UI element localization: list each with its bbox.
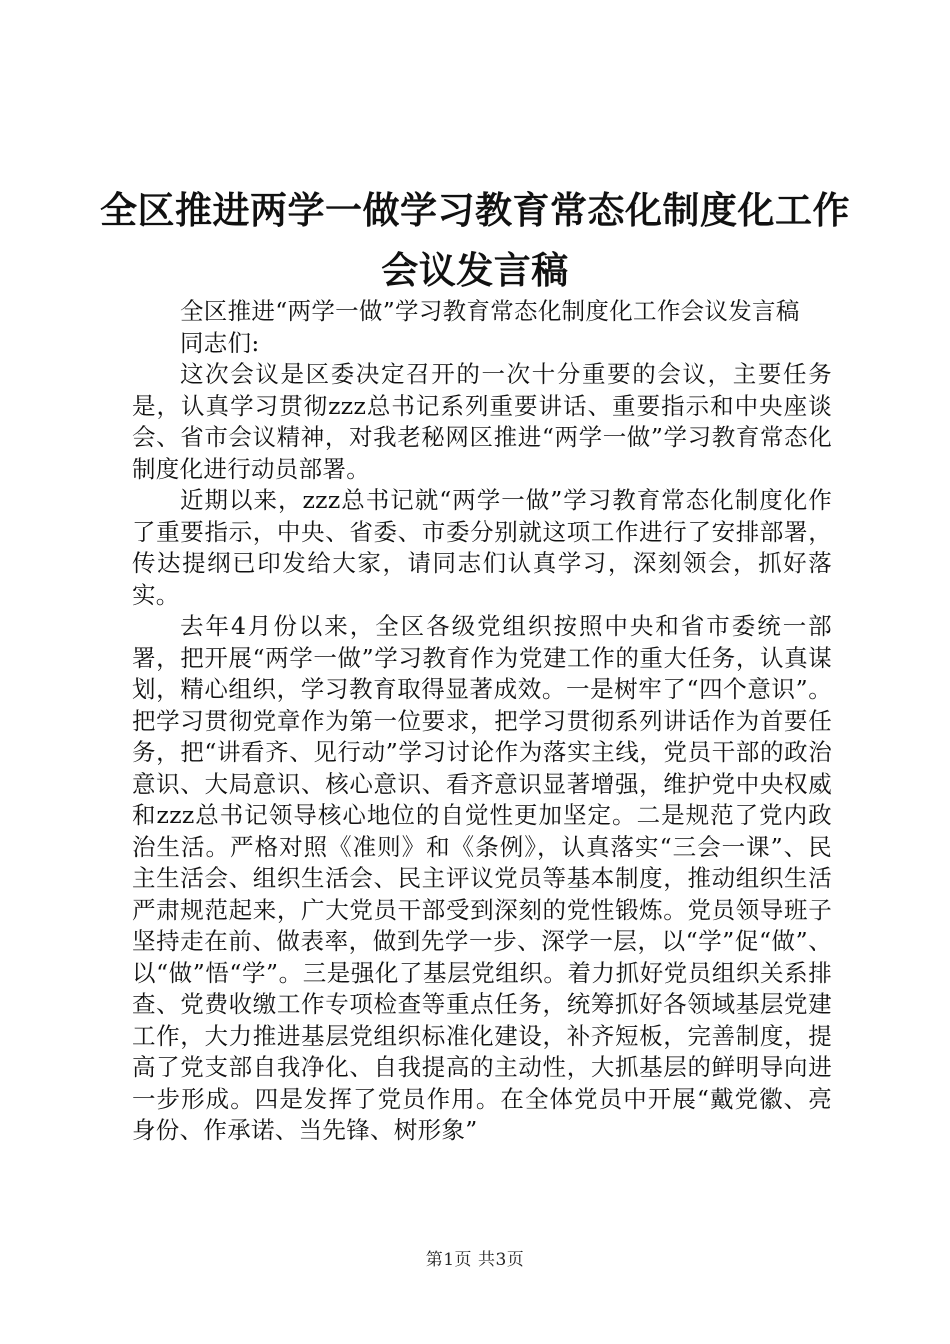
- document-title-line-1: 全区推进两学一做学习教育常态化制度化工作: [100, 189, 850, 232]
- paragraph-achievements: 去年4月份以来，全区各级党组织按照中央和省市委统一部署，把开展“两学一做”学习教育作为党建工作的重大任务，认真谋划，精心组织，学习教育取得显著成效。一是树牢了“四个意识”。把学习贯彻党章作为第一位要求，把学习贯彻系列讲话作为首要任务，把“讲看齐、见行动”学习讨论作为落实主线，党员干部的政治意识、大局意识、核心意识、看齐意识显著增强，维护党中央权威和zzz总书记领导核心地位的自觉性更加坚定。二是规范了党内政治生活。严格对照《准则》和《条例》，认真落实“三会一课”、民主生活会、组织生活会、民主评议党员等基本制度，推动组织生活严肃规范起来，广大党员干部受到深刻的党性锻炼。党员领导班子坚持走在前、做表率，做到先学一步、深学一层，以“学”促“做”、以“做”悟“学”。三是强化了基层党组织。着力抓好党员组织关系排查、党费收缴工作专项检查等重点任务，统筹抓好各领域基层党建工作，大力推进基层党组织标准化建设，补齐短板，完善制度，提高了党支部自我净化、自我提高的主动性，大抓基层的鲜明导向进一步形成。四是发挥了党员作用。在全体党员中开展“戴党徽、亮身份、作承诺、当先锋、树形象”: [132, 612, 832, 1144]
- page-number-footer: 第1页 共3页: [425, 1250, 525, 1270]
- paragraph-subtitle: 全区推进“两学一做”学习教育常态化制度化工作会议发言稿: [180, 297, 800, 325]
- document-body: [132, 296, 832, 1147]
- paragraph-recent-instructions: 近期以来，zzz总书记就“两学一做”学习教育常态化制度化作了重要指示，中央、省委、市委分别就这项工作进行了安排部署，传达提纲已印发给大家，请同志们认真学习，深刻领会，抓好落实。: [132, 486, 832, 609]
- document-title-line-2: 会议发言稿: [381, 249, 569, 292]
- paragraph-meeting-purpose: 这次会议是区委决定召开的一次十分重要的会议，主要任务是，认真学习贯彻zzz总书记系列重要讲话、重要指示和中央座谈会、省市会议精神，对我老秘网区推进“两学一做”学习教育常态化制度化进行动员部署。: [132, 360, 832, 483]
- paragraph-salutation: 同志们:: [180, 328, 260, 357]
